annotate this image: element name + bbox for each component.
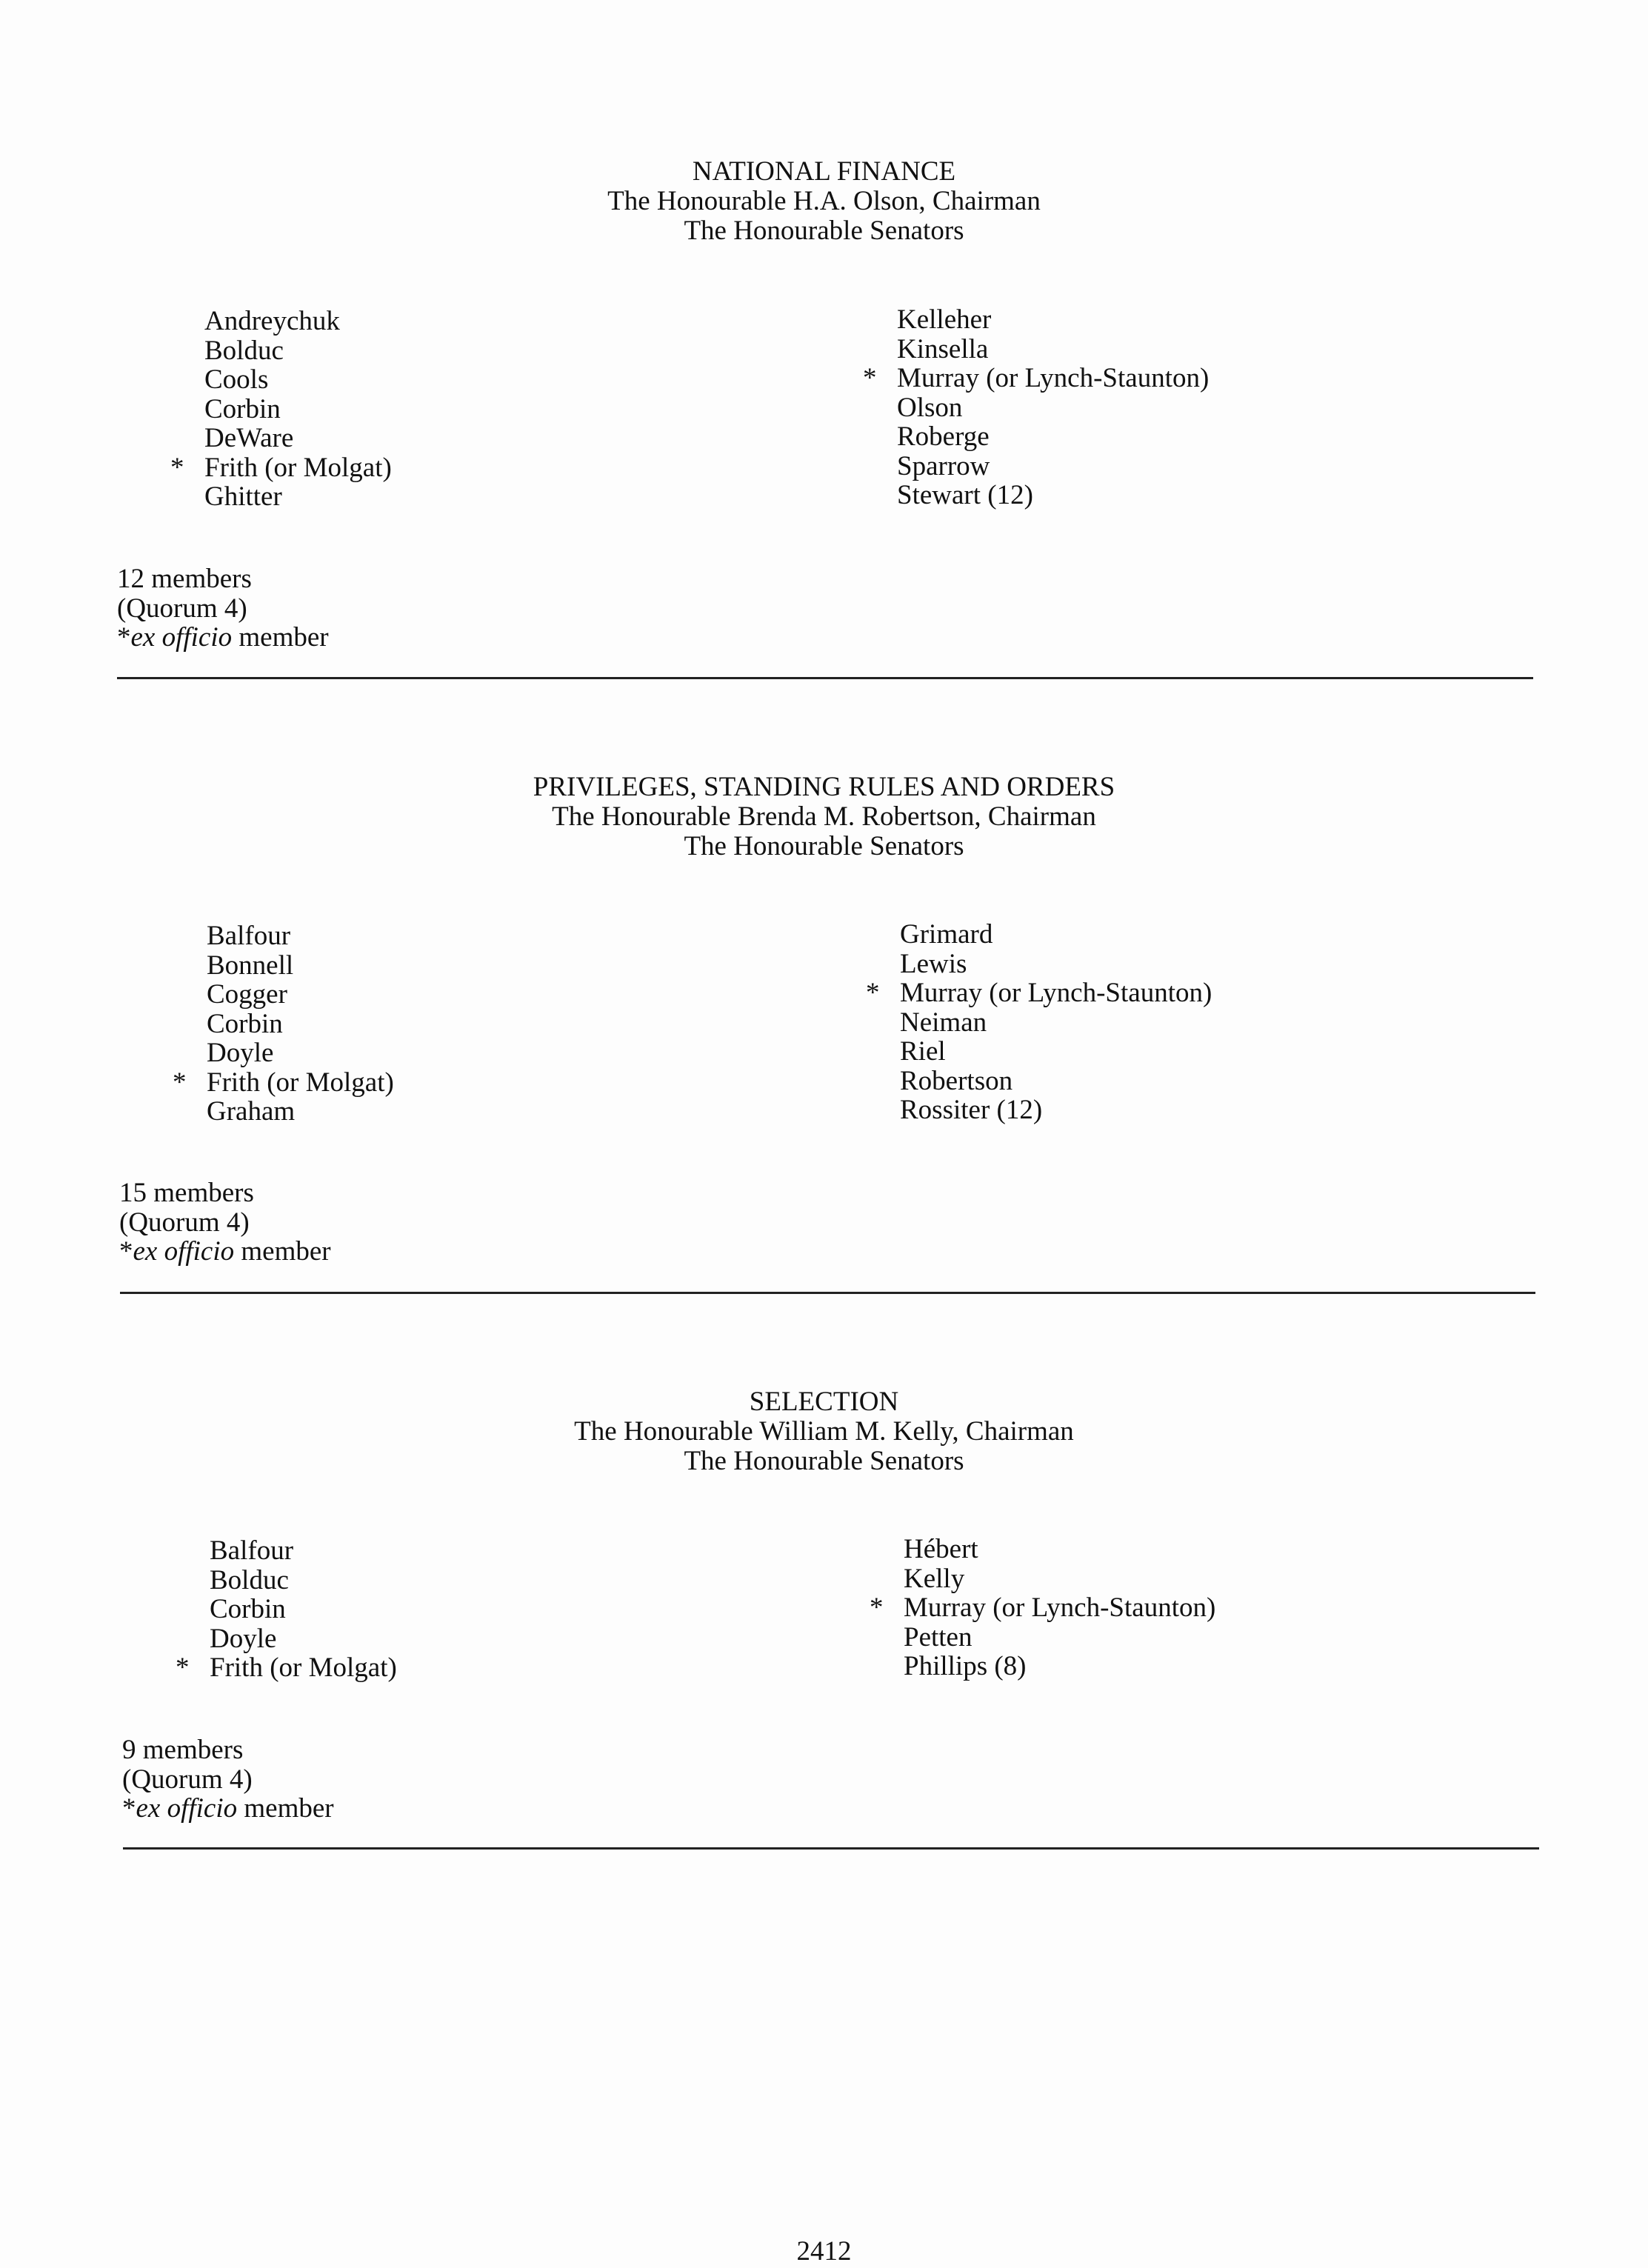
committee-footer (117, 564, 329, 653)
member-row (897, 481, 1209, 510)
section-divider (120, 1292, 1535, 1294)
member-row (900, 920, 1212, 950)
member-row (204, 336, 392, 366)
member-name: Riel (900, 1036, 946, 1067)
member-list-left (176, 1535, 397, 1683)
member-list-left (173, 921, 394, 1127)
member-name: Frith (or Molgat) (204, 452, 392, 483)
member-row (207, 1038, 394, 1068)
member-name: Murray (or Lynch-Staunton) (904, 1592, 1216, 1623)
ex-officio-note: *ex officio member (122, 1793, 334, 1824)
ex-officio-marker: * (866, 978, 880, 1008)
member-name: Rossiter (12) (900, 1095, 1043, 1125)
member-name: Graham (207, 1096, 296, 1127)
member-row (904, 1535, 1215, 1564)
member-name: Corbin (204, 393, 281, 424)
member-name: DeWare (204, 423, 294, 453)
member-row (900, 1067, 1212, 1096)
member-count: 12 members (117, 564, 252, 594)
member-row (207, 980, 394, 1010)
member-name: Olson (897, 392, 963, 423)
member-name: Murray (or Lynch-Staunton) (900, 978, 1212, 1008)
section-divider (117, 677, 1533, 679)
member-row (210, 1536, 397, 1566)
member-row (897, 393, 1209, 423)
committee-header (0, 1387, 1648, 1476)
member-name: Phillips (8) (904, 1651, 1027, 1681)
member-name: Murray (or Lynch-Staunton) (897, 363, 1210, 393)
member-row (904, 1652, 1215, 1681)
member-row (207, 1010, 394, 1039)
member-row (207, 1097, 394, 1127)
committee-title: SELECTION (749, 1387, 899, 1417)
member-list-right (866, 919, 1212, 1125)
quorum: (Quorum 4) (119, 1207, 250, 1238)
page-number: 2412 (796, 2236, 852, 2267)
quorum: (Quorum 4) (122, 1764, 253, 1795)
member-row (204, 365, 392, 395)
committee-footer (119, 1178, 331, 1267)
member-row (904, 1623, 1215, 1652)
committee-chair: The Honourable H.A. Olson, Chairman (607, 186, 1041, 216)
member-name: Ghitter (204, 481, 282, 512)
committee-footer (122, 1735, 334, 1824)
member-name: Grimard (900, 919, 993, 950)
ex-officio-note: *ex officio member (117, 622, 329, 653)
member-name: Roberge (897, 421, 990, 452)
committee-chair: The Honourable Brenda M. Robertson, Chairman (552, 801, 1096, 832)
member-name: Petten (904, 1621, 973, 1652)
ex-officio-marker: * (173, 1067, 187, 1098)
member-row (170, 452, 392, 483)
member-count: 9 members (122, 1735, 244, 1765)
member-row (204, 424, 392, 453)
member-name: Hébert (904, 1534, 978, 1564)
member-name: Balfour (207, 921, 291, 951)
committee-subtitle: The Honourable Senators (684, 1446, 964, 1476)
member-name: Doyle (210, 1623, 277, 1654)
member-name: Bolduc (204, 335, 284, 366)
member-row (900, 950, 1212, 979)
member-name: Frith (or Molgat) (210, 1652, 397, 1683)
member-row (863, 363, 1210, 393)
member-row (870, 1592, 1216, 1623)
member-name: Doyle (207, 1038, 274, 1068)
member-list-right (870, 1534, 1216, 1681)
member-row (210, 1595, 397, 1624)
ex-officio-note: *ex officio member (119, 1236, 331, 1267)
member-row (900, 1095, 1212, 1125)
member-name: Frith (or Molgat) (207, 1067, 394, 1098)
committee-title: NATIONAL FINANCE (692, 156, 956, 187)
member-row (204, 482, 392, 512)
member-row (204, 307, 392, 336)
member-name: Sparrow (897, 450, 990, 481)
member-name: Kelleher (897, 304, 992, 335)
member-row (176, 1652, 397, 1683)
committee-title: PRIVILEGES, STANDING RULES AND ORDERS (533, 772, 1115, 802)
member-list-right (863, 304, 1210, 510)
ex-officio-marker: * (863, 363, 877, 393)
member-name: Bolduc (210, 1564, 289, 1595)
member-name: Lewis (900, 948, 967, 979)
member-name: Bonnell (207, 950, 294, 981)
member-row (173, 1067, 394, 1098)
member-name: Andreychuk (204, 306, 340, 336)
ex-officio-marker: * (870, 1592, 884, 1623)
member-row (900, 1008, 1212, 1038)
committee-subtitle: The Honourable Senators (684, 216, 964, 246)
member-name: Cogger (207, 979, 287, 1010)
ex-officio-marker: * (170, 452, 184, 483)
member-row (207, 921, 394, 951)
member-row (204, 395, 392, 424)
member-row (210, 1624, 397, 1654)
member-row (897, 422, 1209, 452)
ex-officio-marker: * (176, 1652, 190, 1683)
member-count: 15 members (119, 1178, 254, 1208)
member-row (904, 1564, 1215, 1594)
quorum: (Quorum 4) (117, 593, 247, 624)
committee-chair: The Honourable William M. Kelly, Chairman (574, 1416, 1074, 1447)
section-divider (123, 1847, 1539, 1850)
member-name: Corbin (210, 1594, 286, 1624)
member-name: Stewart (12) (897, 480, 1033, 510)
member-row (207, 951, 394, 981)
member-name: Kinsella (897, 333, 989, 364)
committee-header (0, 157, 1648, 246)
member-name: Cools (204, 364, 269, 395)
member-name: Neiman (900, 1007, 987, 1038)
member-name: Robertson (900, 1065, 1013, 1096)
member-row (866, 978, 1212, 1008)
committee-subtitle: The Honourable Senators (684, 831, 964, 861)
member-list-left (170, 306, 392, 512)
member-row (210, 1566, 397, 1595)
member-row (900, 1037, 1212, 1067)
member-row (897, 305, 1209, 335)
member-name: Balfour (210, 1535, 294, 1566)
member-row (897, 335, 1209, 364)
member-name: Corbin (207, 1008, 283, 1039)
member-row (897, 452, 1209, 481)
member-name: Kelly (904, 1563, 965, 1594)
committee-header (0, 773, 1648, 861)
